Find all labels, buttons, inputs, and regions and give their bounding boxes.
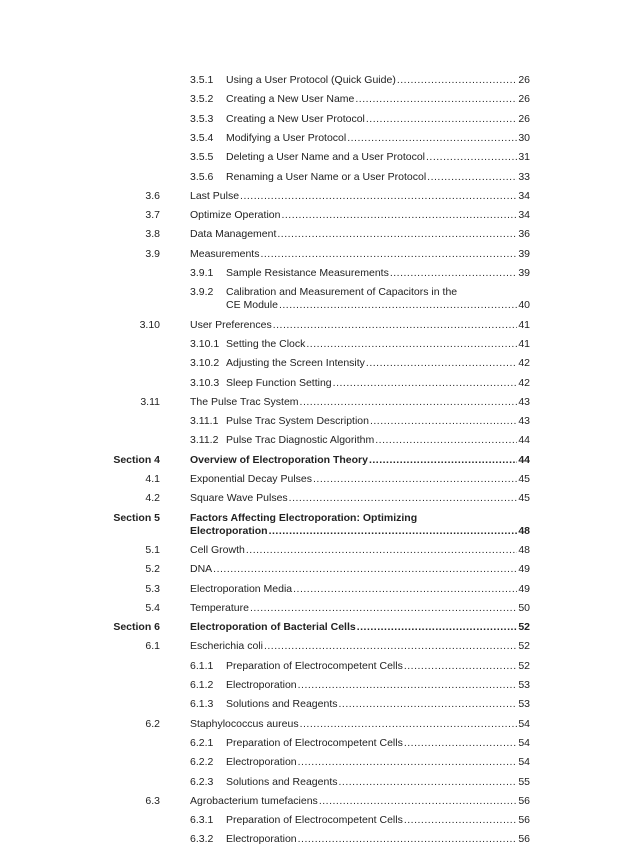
- page-number: 42: [518, 376, 530, 389]
- page-number: 53: [518, 679, 530, 691]
- toc-entry: [226, 151, 530, 164]
- page-number: 48: [518, 543, 530, 556]
- section-number: 3.7: [145, 209, 160, 222]
- subsection-number: 6.2.2: [190, 756, 214, 769]
- entry-title: Electroporation: [226, 679, 297, 691]
- page-number: 49: [518, 563, 530, 576]
- leader-dots: [426, 151, 517, 164]
- subsection-number: 3.11.1: [190, 415, 219, 428]
- leader-dots: [273, 319, 518, 332]
- page-number: 36: [518, 228, 530, 241]
- subsection-number: 3.10.1: [190, 337, 220, 350]
- leader-dots: [339, 698, 518, 711]
- toc-entry: [190, 640, 530, 653]
- leader-dots: [213, 563, 517, 576]
- entry-title: Setting the Clock: [226, 337, 306, 350]
- page-number: 44: [518, 453, 530, 466]
- entry-title: Electroporation: [190, 524, 268, 537]
- entry-title: Square Wave Pulses: [190, 492, 288, 505]
- page-number: 26: [518, 74, 530, 86]
- leader-dots: [300, 718, 518, 731]
- toc-entry: [190, 563, 530, 576]
- section-number: 5.2: [145, 563, 160, 576]
- leader-dots: [355, 93, 517, 106]
- toc-entry: [190, 248, 530, 261]
- page-number: 55: [518, 775, 530, 788]
- entry-title: Solutions and Reagents: [226, 775, 338, 788]
- toc-entry: [226, 357, 530, 370]
- page-number: 41: [518, 318, 530, 331]
- subsection-number: 3.5.3: [190, 112, 214, 125]
- subsection-number: 6.1.1: [190, 659, 214, 672]
- toc-entry: [190, 473, 530, 486]
- leader-dots: [357, 621, 518, 634]
- subsection-number: 3.5.5: [190, 151, 214, 164]
- toc-entry: [226, 737, 530, 750]
- toc-entry: [226, 267, 530, 280]
- entry-title: Sleep Function Setting: [226, 376, 332, 389]
- section-number: 4.1: [145, 473, 160, 485]
- page-number: 34: [518, 209, 530, 222]
- entry-title: Last Pulse: [190, 189, 240, 202]
- leader-dots: [300, 396, 518, 409]
- page-number: 30: [518, 131, 530, 144]
- section-label: Section 6: [113, 621, 160, 634]
- entry-title: CE Module: [226, 299, 278, 312]
- subsection-number: 6.1.2: [190, 679, 214, 691]
- leader-dots: [240, 190, 517, 203]
- toc-entry: [226, 113, 530, 126]
- page-number: 54: [518, 756, 530, 769]
- leader-dots: [369, 454, 517, 467]
- toc-entry: [226, 698, 530, 711]
- entry-title: Electroporation: [226, 756, 297, 769]
- page-number: 54: [518, 736, 530, 749]
- page-number: 33: [518, 170, 530, 183]
- leader-dots: [281, 209, 517, 222]
- entry-title: Temperature: [190, 601, 249, 614]
- toc-entry: [226, 171, 530, 184]
- leader-dots: [366, 113, 517, 126]
- page-number: 43: [518, 415, 530, 428]
- subsection-number: 6.1.3: [190, 698, 214, 711]
- toc-entry: [190, 190, 530, 203]
- leader-dots: [397, 74, 518, 87]
- page-number: 31: [518, 151, 530, 164]
- section-number: 5.4: [145, 601, 160, 614]
- entry-title: Measurements: [190, 247, 260, 260]
- leader-dots: [298, 756, 518, 769]
- leader-dots: [264, 640, 517, 653]
- leader-dots: [289, 492, 518, 505]
- page-number: 44: [518, 434, 530, 447]
- section-number: 5.3: [145, 582, 160, 595]
- leader-dots: [370, 415, 517, 428]
- leader-dots: [390, 267, 517, 280]
- entry-title: Sample Resistance Measurements: [226, 267, 389, 279]
- leader-dots: [404, 660, 517, 673]
- entry-title: Exponential Decay Pulses: [190, 473, 312, 485]
- page-number: 34: [518, 189, 530, 202]
- toc-entry: [226, 776, 530, 789]
- toc-entry: [190, 795, 530, 808]
- subsection-number: 3.10.2: [190, 357, 220, 370]
- page-number: 56: [518, 833, 530, 846]
- entry-title: Preparation of Electrocompetent Cells: [226, 659, 403, 672]
- page-number: 52: [518, 640, 530, 653]
- leader-dots: [298, 679, 518, 692]
- subsection-number: 6.2.1: [190, 736, 214, 749]
- entry-title: Preparation of Electrocompetent Cells: [226, 814, 403, 827]
- entry-title: Modifying a User Protocol: [226, 131, 347, 144]
- page-number: 45: [518, 492, 530, 505]
- entry-title: Using a User Protocol (Quick Guide): [226, 74, 396, 86]
- subsection-number: 3.5.2: [190, 93, 214, 106]
- page-number: 45: [518, 473, 530, 485]
- subsection-number: 3.5.6: [190, 170, 214, 183]
- entry-title: Creating a New User Protocol: [226, 112, 365, 125]
- leader-dots: [246, 544, 517, 557]
- page-number: 56: [518, 814, 530, 827]
- leader-dots: [250, 602, 517, 615]
- page-number: 40: [518, 299, 530, 312]
- leader-dots: [269, 525, 518, 538]
- page-number: 26: [518, 93, 530, 106]
- leader-dots: [298, 833, 518, 846]
- entry-title: Pulse Trac System Description: [226, 415, 369, 428]
- toc-entry: [190, 492, 530, 505]
- section-number: 6.1: [145, 640, 160, 653]
- entry-title-line1: Calibration and Measurement of Capacitors in the: [226, 286, 458, 299]
- toc-entry: [226, 415, 530, 428]
- entry-title: Renaming a User Name or a User Protocol: [226, 170, 427, 183]
- entry-title: Creating a New User Name: [226, 93, 355, 106]
- page-number: 48: [518, 524, 530, 537]
- entry-title-line1: Factors Affecting Electroporation: Optimizing: [190, 511, 418, 524]
- toc-entry: [190, 228, 530, 241]
- subsection-number: 3.11.2: [190, 434, 219, 447]
- entry-title: Cell Growth: [190, 543, 245, 556]
- page-number: 43: [518, 395, 530, 408]
- page-number: 41: [518, 337, 530, 350]
- entry-title: Electroporation: [226, 833, 297, 846]
- page-number: 42: [518, 357, 530, 370]
- page-number: 52: [518, 621, 530, 634]
- entry-title: User Preferences: [190, 318, 272, 331]
- entry-title: Adjusting the Screen Intensity: [226, 357, 365, 370]
- section-number: 5.1: [145, 543, 160, 556]
- leader-dots: [404, 814, 517, 827]
- entry-title: Data Management: [190, 228, 277, 241]
- toc-entry: [226, 679, 530, 692]
- toc-entry: [190, 544, 530, 557]
- section-label: Section 5: [113, 511, 160, 524]
- toc-entry: [226, 132, 530, 145]
- entry-title: Agrobacterium tumefaciens: [190, 794, 318, 807]
- toc-entry: [226, 833, 530, 846]
- section-number: 6.2: [145, 717, 160, 730]
- page-number: 53: [518, 698, 530, 711]
- leader-dots: [333, 377, 518, 390]
- page-number: 49: [518, 582, 530, 595]
- toc-entry: [190, 525, 530, 538]
- leader-dots: [339, 776, 518, 789]
- section-number: 3.8: [145, 228, 160, 241]
- entry-title: Overview of Electroporation Theory: [190, 453, 368, 466]
- page-number: 50: [518, 601, 530, 614]
- entry-title: Escherichia coli: [190, 640, 263, 653]
- section-number: 3.10: [139, 318, 160, 331]
- entry-title: The Pulse Trac System: [190, 395, 299, 408]
- toc-entry: [190, 621, 530, 634]
- entry-title: Pulse Trac Diagnostic Algorithm: [226, 434, 375, 447]
- leader-dots: [306, 338, 517, 351]
- page-number: 26: [518, 112, 530, 125]
- toc-entry: [190, 319, 530, 332]
- entry-title: Preparation of Electrocompetent Cells: [226, 736, 403, 749]
- toc-entry: [226, 814, 530, 827]
- subsection-number: 3.9.1: [190, 267, 214, 279]
- entry-title: Solutions and Reagents: [226, 698, 338, 711]
- leader-dots: [347, 132, 517, 145]
- toc-entry: [190, 454, 530, 467]
- toc-entry: [226, 338, 530, 351]
- leader-dots: [260, 248, 517, 261]
- subsection-number: 3.5.1: [190, 74, 214, 86]
- section-number: 3.9: [145, 247, 160, 260]
- toc-entry: [226, 299, 530, 312]
- leader-dots: [366, 357, 517, 370]
- entry-title: Deleting a User Name and a User Protocol: [226, 151, 426, 164]
- section-number: 3.11: [140, 395, 160, 408]
- subsection-number: 3.9.2: [190, 286, 214, 299]
- entry-title: Optimize Operation: [190, 209, 281, 222]
- toc-entry: [190, 209, 530, 222]
- leader-dots: [313, 473, 517, 486]
- toc-entry: [226, 93, 530, 106]
- leader-dots: [277, 228, 517, 241]
- page-number: 39: [518, 247, 530, 260]
- toc-entry: [226, 756, 530, 769]
- leader-dots: [279, 299, 517, 312]
- entry-title: Electroporation of Bacterial Cells: [190, 621, 356, 634]
- entry-title: Staphylococcus aureus: [190, 717, 299, 730]
- toc-entry: [190, 583, 530, 596]
- page-number: 52: [518, 659, 530, 672]
- subsection-number: 6.3.1: [190, 814, 214, 827]
- toc-entry: [226, 660, 530, 673]
- toc-entry: [226, 434, 530, 447]
- section-number: 4.2: [145, 492, 160, 505]
- leader-dots: [427, 171, 517, 184]
- leader-dots: [375, 434, 517, 447]
- page-number: 56: [518, 794, 530, 807]
- entry-title: DNA: [190, 563, 213, 576]
- entry-title: Electroporation Media: [190, 582, 293, 595]
- toc-entry: [226, 377, 530, 390]
- page-number: 39: [518, 267, 530, 279]
- toc-entry: [190, 602, 530, 615]
- section-number: 3.6: [145, 189, 160, 202]
- leader-dots: [404, 737, 517, 750]
- subsection-number: 3.10.3: [190, 376, 220, 389]
- toc-entry: [190, 396, 530, 409]
- section-label: Section 4: [113, 453, 160, 466]
- subsection-number: 6.3.2: [190, 833, 214, 846]
- toc-entry: [226, 74, 530, 87]
- leader-dots: [293, 583, 517, 596]
- subsection-number: 6.2.3: [190, 775, 214, 788]
- page-number: 54: [518, 717, 530, 730]
- leader-dots: [319, 795, 518, 808]
- toc-entry: [190, 718, 530, 731]
- section-number: 6.3: [145, 794, 160, 807]
- subsection-number: 3.5.4: [190, 131, 214, 144]
